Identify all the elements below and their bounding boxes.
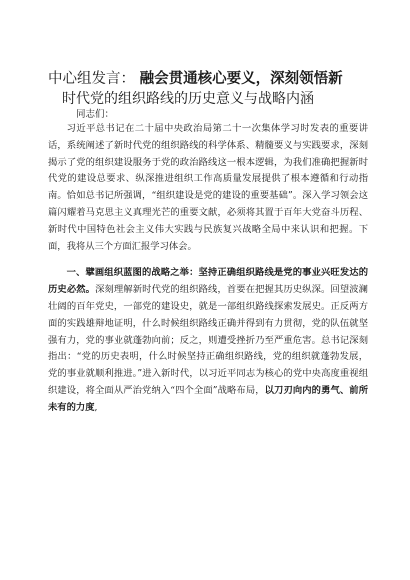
salutation: 同志们： <box>76 109 115 120</box>
section-1-body: 深刻理解新时代党的组织路线，首要在把握其历史纵深。回望波澜壮阔的百年党史，一部党的建设史，就是一部组织路线探索发展史。正反两方面的实践雄辩地证明，什么时候组织路线正确并得到有力贯彻，党的队伍就坚强有力，党的事业就蓬勃向前；反之，则遭受挫折乃至严重危害。总书记深刻指出：“党的历史表明，什么时候坚持正确组织路线，党的组织就蓬勃发展，党的事业就顺利推进。”进入新时代，以习近平同志为核心的党中央高度重视组织建设，将全面从严治党纳入“四个全面”战略布局， <box>48 284 368 396</box>
document-page <box>48 70 368 417</box>
title-main: 融会贯通核心要义，深刻领悟新 <box>139 71 343 87</box>
section-1-tail: , <box>94 401 98 413</box>
document-title <box>48 70 368 88</box>
intro-paragraph: 习近平总书记在二十届中央政治局第二十一次集体学习时发表的重要讲话，系统阐述了新时代党的组织路线的科学体系、精髓要义与实践要求，深刻揭示了党的组织建设服务于党的政治路线这一根本逻辑，为我们准确把握新时代党的建设总要求、纵深推进组织工作高质量发展提供了根本遵循和行动指南。恰如总书记所强调，“组织建设是党的建设的重要基础”。深入学习领会这篇闪耀着马克思主义真理光芒的重要文献，必须将其置于百年大党奋斗历程、新时代中国特色社会主义伟大实践与民族复兴战略全局中来认识和把握。下面，我将从三个方面汇报学习体会。 <box>48 123 368 252</box>
document-subtitle: 时代党的组织路线的历史意义与战略内涵 <box>62 91 314 107</box>
section-1-emphasis: 以刀刃向内的勇气、前所未有的力度 <box>48 384 368 413</box>
title-prefix: 中心组发言： <box>48 71 135 87</box>
section-1-heading: 一、擘画组织蓝图的战略之举：坚持正确组织路线是党的事业兴旺发达的历史必然。 <box>48 267 368 296</box>
section-1-paragraph <box>48 265 368 416</box>
